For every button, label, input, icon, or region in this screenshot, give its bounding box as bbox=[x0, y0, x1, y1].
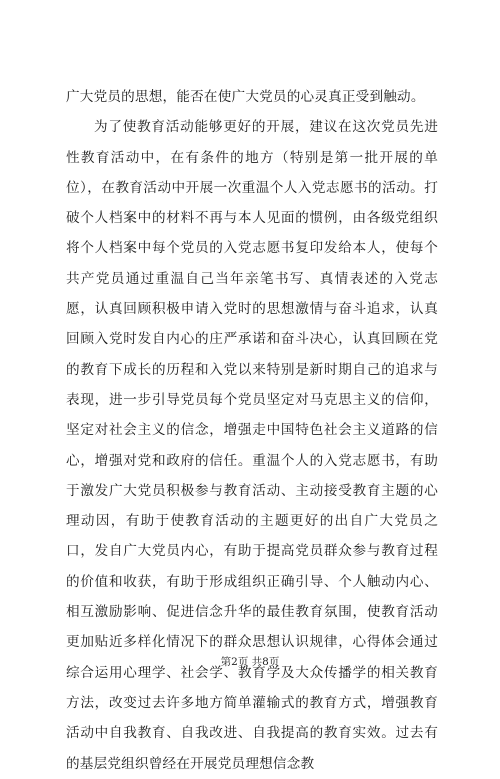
paragraph-main: 为了使教育活动能够更好的开展，建议在这次党员先进性教育活动中，在有条件的地方（特别是第一批开展的单位），在教育活动中开展一次重温个人入党志愿书的活动。打破个人档案中的材料不再与本人见面的惯例，由各级党组织将个人档案中每个党员的入党志愿书复印发给本人，使每个共产党员通过重温自己当年亲笔书写、真情表述的入党志愿，认真回顾积极申请入党时的思想激情与奋斗追求，认真回顾入党时发自内心的庄严承诺和奋斗决心，认真回顾在党的教育下成长的历程和入党以来特别是新时期自己的追求与表现，进一步引导党员每个党员坚定对马克思主义的信仰，坚定对社会主义的信念，增强走中国特色社会主义道路的信心，增强对党和政府的信任。重温个人的入党志愿书，有助于激发广大党员积极参与教育活动、主动接受教育主题的心理动因，有助于使教育活动的主题更好的出自广大党员之口，发自广大党员内心，有助于提高党员群众参与教育过程的价值和收获，有助于形成组织正确引导、个人触动内心、相互激励影响、促进信念升华的最佳教育氛围，使教育活动更加贴近多样化情况下的群众思想认识规律，心得体会通过综合运用心理学、社会学、教育学及大众传播学的相关教育方法，改变过去许多地方简单灌输式的教育方式，增强教育活动中自我教育、自我改进、自我提高的教育实效。过去有的基层党组织曾经在开展党员理想信念教 bbox=[66, 119, 438, 772]
paragraph-continuation: 广大党员的思想，能否在使广大党员的心灵真正受到触动。 bbox=[66, 89, 425, 105]
page-footer: 第2页 共8页 bbox=[220, 656, 280, 668]
document-body bbox=[66, 82, 438, 779]
